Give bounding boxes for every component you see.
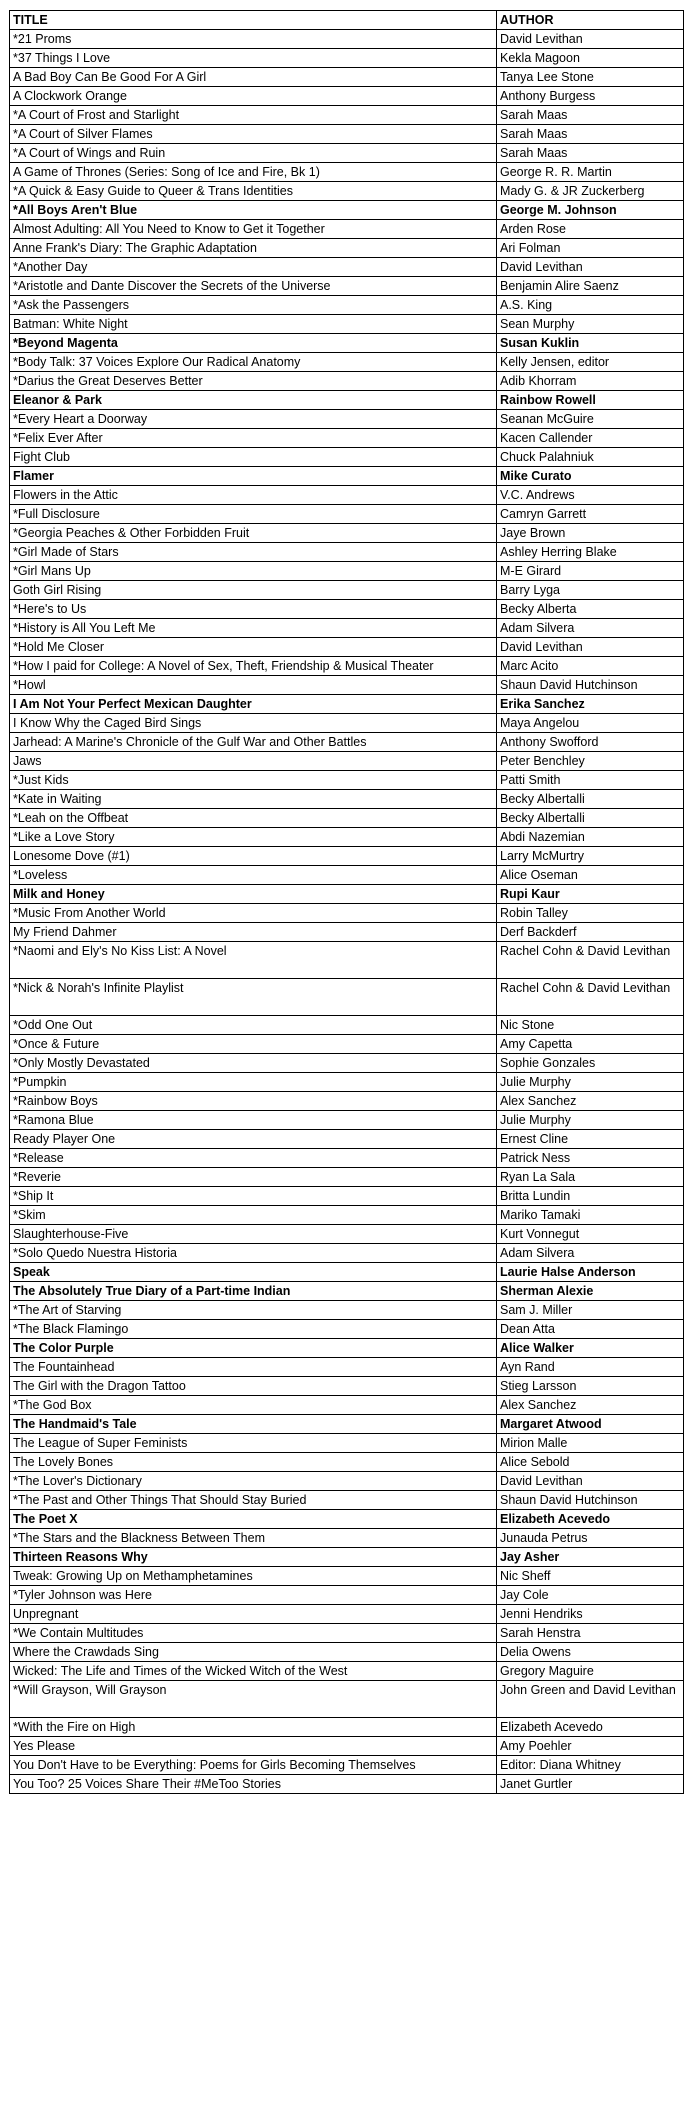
book-author-cell: Chuck Palahniuk (497, 448, 684, 467)
book-author-cell: Jaye Brown (497, 524, 684, 543)
book-author-cell: Mady G. & JR Zuckerberg (497, 182, 684, 201)
book-title-cell: Speak (10, 1263, 497, 1282)
book-title-cell: *Solo Quedo Nuestra Historia (10, 1244, 497, 1263)
book-title-cell: *How I paid for College: A Novel of Sex, Theft, Friendship & Musical Theater (10, 657, 497, 676)
book-author-cell: Shaun David Hutchinson (497, 676, 684, 695)
book-author-cell: Adam Silvera (497, 1244, 684, 1263)
book-author-cell: Nic Sheff (497, 1567, 684, 1586)
book-author-cell: Derf Backderf (497, 923, 684, 942)
book-author-cell: Arden Rose (497, 220, 684, 239)
book-title-cell: *Loveless (10, 866, 497, 885)
book-title-cell: Yes Please (10, 1737, 497, 1756)
book-title-cell: *The Art of Starving (10, 1301, 497, 1320)
book-author-cell: Rainbow Rowell (497, 391, 684, 410)
table-row (10, 49, 684, 68)
book-author-cell: Nic Stone (497, 1016, 684, 1035)
book-title-cell: *Here's to Us (10, 600, 497, 619)
book-author-cell: George R. R. Martin (497, 163, 684, 182)
book-author-cell: Laurie Halse Anderson (497, 1263, 684, 1282)
book-title-cell: *Rainbow Boys (10, 1092, 497, 1111)
book-title-cell: Eleanor & Park (10, 391, 497, 410)
book-author-cell: Ryan La Sala (497, 1168, 684, 1187)
book-title-cell: Slaughterhouse-Five (10, 1225, 497, 1244)
table-row (10, 258, 684, 277)
table-row (10, 68, 684, 87)
book-author-cell: Sam J. Miller (497, 1301, 684, 1320)
book-author-cell: Becky Albertalli (497, 809, 684, 828)
book-title-cell: *Body Talk: 37 Voices Explore Our Radical Anatomy (10, 353, 497, 372)
book-title-cell: The League of Super Feminists (10, 1434, 497, 1453)
book-title-cell: You Don't Have to be Everything: Poems for Girls Becoming Themselves (10, 1756, 497, 1775)
book-title-cell: *Will Grayson, Will Grayson (10, 1681, 497, 1718)
table-row (10, 372, 684, 391)
table-row (10, 30, 684, 49)
book-author-cell: Editor: Diana Whitney (497, 1756, 684, 1775)
book-author-cell: David Levithan (497, 1472, 684, 1491)
book-author-cell: Kekla Magoon (497, 49, 684, 68)
table-row (10, 714, 684, 733)
book-title-cell: *Ship It (10, 1187, 497, 1206)
book-author-cell: Sarah Henstra (497, 1624, 684, 1643)
book-author-cell: Mariko Tamaki (497, 1206, 684, 1225)
book-title-cell: *Tyler Johnson was Here (10, 1586, 497, 1605)
book-author-cell: Elizabeth Acevedo (497, 1718, 684, 1737)
book-author-cell: Julie Murphy (497, 1073, 684, 1092)
book-author-cell: Becky Albertalli (497, 790, 684, 809)
book-author-cell: Tanya Lee Stone (497, 68, 684, 87)
book-title-cell: The Poet X (10, 1510, 497, 1529)
table-row (10, 657, 684, 676)
table-row (10, 885, 684, 904)
book-author-cell: Patti Smith (497, 771, 684, 790)
book-title-cell: Where the Crawdads Sing (10, 1643, 497, 1662)
book-author-cell: Elizabeth Acevedo (497, 1510, 684, 1529)
table-row (10, 1434, 684, 1453)
book-title-cell: *Naomi and Ely's No Kiss List: A Novel (10, 942, 497, 979)
table-row (10, 1339, 684, 1358)
book-author-cell: David Levithan (497, 258, 684, 277)
book-author-cell: Seanan McGuire (497, 410, 684, 429)
table-row (10, 1130, 684, 1149)
book-author-cell: Sherman Alexie (497, 1282, 684, 1301)
table-row (10, 733, 684, 752)
table-row (10, 486, 684, 505)
table-row (10, 1282, 684, 1301)
book-title-cell: *Once & Future (10, 1035, 497, 1054)
book-title-cell: Fight Club (10, 448, 497, 467)
table-row (10, 1775, 684, 1794)
table-row (10, 163, 684, 182)
table-row (10, 695, 684, 714)
book-title-cell: *Howl (10, 676, 497, 695)
book-author-cell: John Green and David Levithan (497, 1681, 684, 1718)
table-row (10, 1206, 684, 1225)
book-title-cell: The Girl with the Dragon Tattoo (10, 1377, 497, 1396)
table-row (10, 1035, 684, 1054)
table-row (10, 1073, 684, 1092)
book-title-cell: *Felix Ever After (10, 429, 497, 448)
table-row (10, 1681, 684, 1718)
book-author-cell: David Levithan (497, 30, 684, 49)
table-row (10, 828, 684, 847)
book-title-cell: *Leah on the Offbeat (10, 809, 497, 828)
book-title-cell: *Darius the Great Deserves Better (10, 372, 497, 391)
table-row (10, 467, 684, 486)
table-row (10, 220, 684, 239)
book-title-cell: *Just Kids (10, 771, 497, 790)
book-title-cell: *Aristotle and Dante Discover the Secrets of the Universe (10, 277, 497, 296)
book-author-cell: Kelly Jensen, editor (497, 353, 684, 372)
book-title-cell: The Absolutely True Diary of a Part-time Indian (10, 1282, 497, 1301)
book-title-cell: *37 Things I Love (10, 49, 497, 68)
book-author-cell: Sarah Maas (497, 144, 684, 163)
table-row (10, 1567, 684, 1586)
table-row (10, 1396, 684, 1415)
book-title-cell: *Reverie (10, 1168, 497, 1187)
book-title-cell: *The God Box (10, 1396, 497, 1415)
book-author-cell: Alex Sanchez (497, 1092, 684, 1111)
table-row (10, 277, 684, 296)
table-row (10, 505, 684, 524)
table-body (10, 30, 684, 1794)
table-row (10, 1662, 684, 1681)
book-author-cell: Amy Poehler (497, 1737, 684, 1756)
book-title-cell: *All Boys Aren't Blue (10, 201, 497, 220)
book-author-cell: Shaun David Hutchinson (497, 1491, 684, 1510)
book-title-cell: Ready Player One (10, 1130, 497, 1149)
table-row (10, 1187, 684, 1206)
table-row (10, 334, 684, 353)
book-title-cell: *We Contain Multitudes (10, 1624, 497, 1643)
book-author-cell: Anthony Burgess (497, 87, 684, 106)
book-title-cell: *Nick & Norah's Infinite Playlist (10, 979, 497, 1016)
book-author-cell: Mike Curato (497, 467, 684, 486)
table-row (10, 638, 684, 657)
table-row (10, 1168, 684, 1187)
book-author-cell: Jay Cole (497, 1586, 684, 1605)
table-row (10, 809, 684, 828)
table-row (10, 429, 684, 448)
book-title-cell: You Too? 25 Voices Share Their #MeToo Stories (10, 1775, 497, 1794)
table-row (10, 562, 684, 581)
book-author-cell: Janet Gurtler (497, 1775, 684, 1794)
table-row (10, 1092, 684, 1111)
book-author-cell: Rachel Cohn & David Levithan (497, 979, 684, 1016)
book-title-cell: *History is All You Left Me (10, 619, 497, 638)
book-author-cell: Barry Lyga (497, 581, 684, 600)
book-author-cell: Maya Angelou (497, 714, 684, 733)
table-row (10, 1111, 684, 1130)
book-author-cell: Benjamin Alire Saenz (497, 277, 684, 296)
book-title-cell: My Friend Dahmer (10, 923, 497, 942)
book-title-cell: *Another Day (10, 258, 497, 277)
book-title-cell: Jarhead: A Marine's Chronicle of the Gulf War and Other Battles (10, 733, 497, 752)
table-row (10, 524, 684, 543)
book-title-cell: *Georgia Peaches & Other Forbidden Fruit (10, 524, 497, 543)
book-title-cell: *Girl Made of Stars (10, 543, 497, 562)
table-row (10, 1756, 684, 1775)
author-column-header: AUTHOR (497, 11, 684, 30)
book-author-cell: Ashley Herring Blake (497, 543, 684, 562)
book-title-cell: *With the Fire on High (10, 1718, 497, 1737)
book-title-cell: Jaws (10, 752, 497, 771)
table-row (10, 866, 684, 885)
book-title-cell: I Know Why the Caged Bird Sings (10, 714, 497, 733)
table-row (10, 752, 684, 771)
table-row (10, 904, 684, 923)
book-author-cell: Amy Capetta (497, 1035, 684, 1054)
book-author-cell: Jay Asher (497, 1548, 684, 1567)
table-row (10, 1718, 684, 1737)
table-row (10, 619, 684, 638)
table-row (10, 1149, 684, 1168)
book-title-cell: *Full Disclosure (10, 505, 497, 524)
book-author-cell: Ari Folman (497, 239, 684, 258)
book-title-cell: *Like a Love Story (10, 828, 497, 847)
book-author-cell: V.C. Andrews (497, 486, 684, 505)
book-author-cell: Sarah Maas (497, 106, 684, 125)
book-author-cell: Junauda Petrus (497, 1529, 684, 1548)
table-row (10, 1415, 684, 1434)
book-title-cell: Tweak: Growing Up on Methamphetamines (10, 1567, 497, 1586)
book-author-cell: Peter Benchley (497, 752, 684, 771)
book-author-cell: Sophie Gonzales (497, 1054, 684, 1073)
book-author-cell: Ernest Cline (497, 1130, 684, 1149)
book-title-cell: Batman: White Night (10, 315, 497, 334)
book-title-cell: Wicked: The Life and Times of the Wicked Witch of the West (10, 1662, 497, 1681)
book-author-cell: David Levithan (497, 638, 684, 657)
table-row (10, 1548, 684, 1567)
table-row (10, 410, 684, 429)
book-author-cell: Adib Khorram (497, 372, 684, 391)
table-row (10, 1320, 684, 1339)
book-author-cell: Alice Sebold (497, 1453, 684, 1472)
table-row (10, 1016, 684, 1035)
book-title-cell: A Bad Boy Can Be Good For A Girl (10, 68, 497, 87)
book-list-table (9, 10, 684, 1794)
book-title-cell: *Beyond Magenta (10, 334, 497, 353)
table-row (10, 1301, 684, 1320)
book-title-cell: *Girl Mans Up (10, 562, 497, 581)
table-row (10, 942, 684, 979)
book-title-cell: *The Lover's Dictionary (10, 1472, 497, 1491)
table-row (10, 1472, 684, 1491)
book-author-cell: Alice Walker (497, 1339, 684, 1358)
book-author-cell: Kacen Callender (497, 429, 684, 448)
table-row (10, 448, 684, 467)
book-title-cell: The Handmaid's Tale (10, 1415, 497, 1434)
book-title-cell: *Ask the Passengers (10, 296, 497, 315)
book-author-cell: Julie Murphy (497, 1111, 684, 1130)
book-author-cell: Ayn Rand (497, 1358, 684, 1377)
table-row (10, 125, 684, 144)
table-row (10, 1586, 684, 1605)
book-title-cell: A Game of Thrones (Series: Song of Ice and Fire, Bk 1) (10, 163, 497, 182)
book-author-cell: Patrick Ness (497, 1149, 684, 1168)
table-row (10, 847, 684, 866)
book-author-cell: Camryn Garrett (497, 505, 684, 524)
book-author-cell: A.S. King (497, 296, 684, 315)
book-author-cell: Jenni Hendriks (497, 1605, 684, 1624)
table-row (10, 1225, 684, 1244)
book-author-cell: Alex Sanchez (497, 1396, 684, 1415)
book-title-cell: *Ramona Blue (10, 1111, 497, 1130)
book-title-cell: *The Past and Other Things That Should Stay Buried (10, 1491, 497, 1510)
book-title-cell: *A Court of Silver Flames (10, 125, 497, 144)
book-author-cell: Sarah Maas (497, 125, 684, 144)
book-title-cell: The Color Purple (10, 1339, 497, 1358)
book-author-cell: Erika Sanchez (497, 695, 684, 714)
table-row (10, 315, 684, 334)
table-row (10, 543, 684, 562)
book-author-cell: Robin Talley (497, 904, 684, 923)
table-row (10, 106, 684, 125)
book-author-cell: Gregory Maguire (497, 1662, 684, 1681)
book-title-cell: I Am Not Your Perfect Mexican Daughter (10, 695, 497, 714)
book-title-cell: The Fountainhead (10, 1358, 497, 1377)
table-row (10, 1605, 684, 1624)
table-row (10, 1244, 684, 1263)
book-author-cell: Margaret Atwood (497, 1415, 684, 1434)
book-title-cell: *Only Mostly Devastated (10, 1054, 497, 1073)
book-author-cell: Rachel Cohn & David Levithan (497, 942, 684, 979)
book-title-cell: *21 Proms (10, 30, 497, 49)
book-title-cell: Thirteen Reasons Why (10, 1548, 497, 1567)
book-author-cell: Stieg Larsson (497, 1377, 684, 1396)
book-title-cell: *A Quick & Easy Guide to Queer & Trans Identities (10, 182, 497, 201)
table-row (10, 979, 684, 1016)
table-row (10, 239, 684, 258)
book-author-cell: Sean Murphy (497, 315, 684, 334)
table-row (10, 391, 684, 410)
book-author-cell: Alice Oseman (497, 866, 684, 885)
book-author-cell: Anthony Swofford (497, 733, 684, 752)
book-author-cell: Kurt Vonnegut (497, 1225, 684, 1244)
book-author-cell: Abdi Nazemian (497, 828, 684, 847)
table-row (10, 1358, 684, 1377)
table-row (10, 1491, 684, 1510)
table-row (10, 600, 684, 619)
book-title-cell: *Every Heart a Doorway (10, 410, 497, 429)
table-row (10, 1453, 684, 1472)
table-row (10, 87, 684, 106)
book-title-cell: Milk and Honey (10, 885, 497, 904)
book-author-cell: Becky Alberta (497, 600, 684, 619)
table-row (10, 923, 684, 942)
table-row (10, 1263, 684, 1282)
book-title-cell: Flowers in the Attic (10, 486, 497, 505)
table-row (10, 1737, 684, 1756)
table-row (10, 771, 684, 790)
book-title-cell: *Release (10, 1149, 497, 1168)
book-author-cell: Britta Lundin (497, 1187, 684, 1206)
table-row (10, 790, 684, 809)
table-row (10, 1054, 684, 1073)
book-title-cell: The Lovely Bones (10, 1453, 497, 1472)
book-title-cell: Unpregnant (10, 1605, 497, 1624)
table-row (10, 353, 684, 372)
table-row (10, 182, 684, 201)
book-title-cell: *Hold Me Closer (10, 638, 497, 657)
book-title-cell: Lonesome Dove (#1) (10, 847, 497, 866)
book-title-cell: Anne Frank's Diary: The Graphic Adaptation (10, 239, 497, 258)
book-author-cell: Mirion Malle (497, 1434, 684, 1453)
book-author-cell: Susan Kuklin (497, 334, 684, 353)
table-row (10, 201, 684, 220)
table-row (10, 1529, 684, 1548)
book-title-cell: *The Stars and the Blackness Between Them (10, 1529, 497, 1548)
book-author-cell: Rupi Kaur (497, 885, 684, 904)
table-row (10, 296, 684, 315)
book-title-cell: *Odd One Out (10, 1016, 497, 1035)
table-row (10, 676, 684, 695)
table-row (10, 1624, 684, 1643)
book-author-cell: Adam Silvera (497, 619, 684, 638)
table-row (10, 144, 684, 163)
book-title-cell: Goth Girl Rising (10, 581, 497, 600)
header-row (10, 11, 684, 30)
book-title-cell: *A Court of Wings and Ruin (10, 144, 497, 163)
book-author-cell: M-E Girard (497, 562, 684, 581)
book-author-cell: Larry McMurtry (497, 847, 684, 866)
book-author-cell: George M. Johnson (497, 201, 684, 220)
book-title-cell: *Kate in Waiting (10, 790, 497, 809)
book-title-cell: *A Court of Frost and Starlight (10, 106, 497, 125)
table-row (10, 1377, 684, 1396)
table-row (10, 581, 684, 600)
book-author-cell: Dean Atta (497, 1320, 684, 1339)
book-title-cell: *Pumpkin (10, 1073, 497, 1092)
book-title-cell: *Skim (10, 1206, 497, 1225)
book-author-cell: Marc Acito (497, 657, 684, 676)
book-title-cell: Almost Adulting: All You Need to Know to Get it Together (10, 220, 497, 239)
book-title-cell: Flamer (10, 467, 497, 486)
table-row (10, 1643, 684, 1662)
table-row (10, 1510, 684, 1529)
book-author-cell: Delia Owens (497, 1643, 684, 1662)
title-column-header: TITLE (10, 11, 497, 30)
book-title-cell: A Clockwork Orange (10, 87, 497, 106)
book-title-cell: *The Black Flamingo (10, 1320, 497, 1339)
book-title-cell: *Music From Another World (10, 904, 497, 923)
